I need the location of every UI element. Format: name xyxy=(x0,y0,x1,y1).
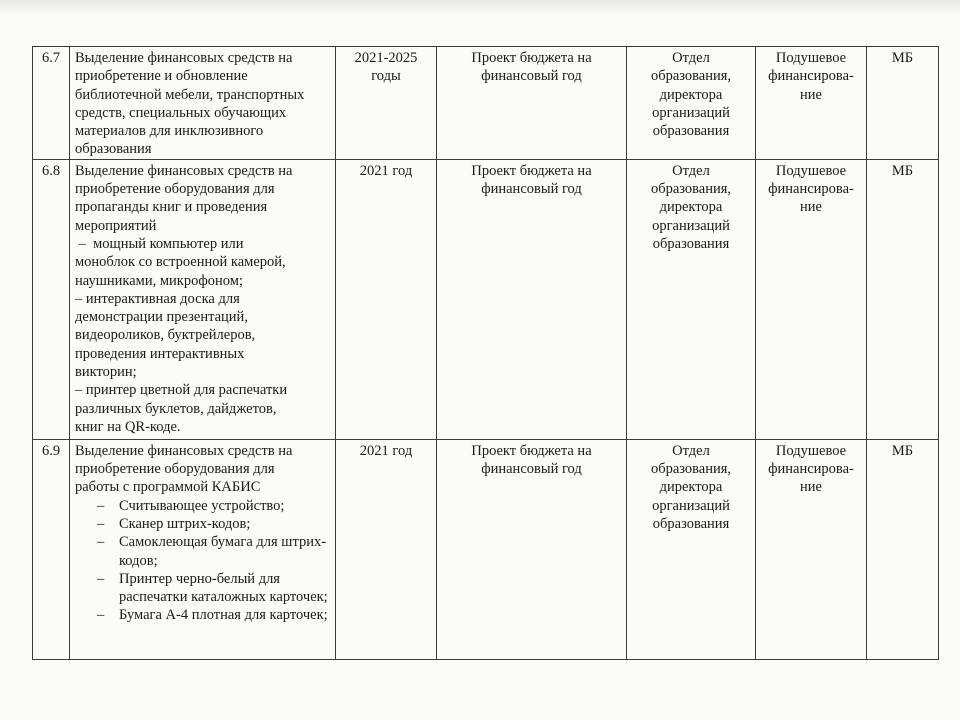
financing-type-cell: Подушевое финансирова-ние xyxy=(756,159,867,439)
description-line: мероприятий xyxy=(75,217,157,234)
description-line: Выделение финансовых средств на xyxy=(75,442,293,459)
list-item: – Принтер черно-белый для распечатки каталожных карточек; xyxy=(75,570,330,607)
description-line: книг на QR-коде. xyxy=(75,418,181,435)
list-item: – Самоклеющая бумага для штрих-кодов; xyxy=(75,533,330,570)
table-row xyxy=(33,47,939,160)
period-cell: 2021-2025 годы xyxy=(336,47,437,160)
description-line: различных буклетов, дайджетов, xyxy=(75,400,277,417)
table-row xyxy=(33,439,939,659)
description-line: демонстрации презентаций, xyxy=(75,309,248,326)
description-line: – принтер цветной для распечатки xyxy=(75,382,288,399)
description-line: проведения интерактивных xyxy=(75,345,245,362)
funding-source-cell: Проект бюджета на финансовый год xyxy=(437,439,627,659)
action-plan-table xyxy=(32,46,939,660)
description-line: Выделение финансовых средств на xyxy=(75,162,293,179)
budget-cell: МБ xyxy=(867,159,939,439)
description-line: видеороликов, буктрейлеров, xyxy=(75,327,256,344)
period-cell: 2021 год xyxy=(336,439,437,659)
scan-edge-shadow xyxy=(0,0,960,16)
description-line: наушниками, микрофоном; xyxy=(75,272,243,289)
budget-cell: МБ xyxy=(867,47,939,160)
description-line: моноблок со встроенной камерой, xyxy=(75,254,286,271)
description-line: – мощный компьютер или xyxy=(75,235,244,252)
list-item: – Бумага А-4 плотная для карточек; xyxy=(75,606,330,624)
description-line: работы с программой КАБИС xyxy=(75,479,261,496)
table-row xyxy=(33,159,939,439)
description-line: викторин; xyxy=(75,364,137,381)
row-number: 6.8 xyxy=(33,159,70,439)
responsible-cell: Отдел образования, директора организаций образования xyxy=(627,47,756,160)
description-line: приобретение оборудования для xyxy=(75,181,275,198)
measure-description xyxy=(70,439,336,659)
description-line: пропаганды книг и проведения xyxy=(75,199,268,216)
funding-source-cell: Проект бюджета на финансовый год xyxy=(437,47,627,160)
description-line: приобретение оборудования для xyxy=(75,461,275,478)
period-cell: 2021 год xyxy=(336,159,437,439)
financing-type-cell: Подушевое финансирова-ние xyxy=(756,47,867,160)
measure-description xyxy=(70,159,336,439)
funding-source-cell: Проект бюджета на финансовый год xyxy=(437,159,627,439)
financing-type-cell: Подушевое финансирова-ние xyxy=(756,439,867,659)
responsible-cell: Отдел образования, директора организаций образования xyxy=(627,159,756,439)
list-item: – Считывающее устройство; xyxy=(75,497,330,515)
measure-description: Выделение финансовых средств на приобретение и обновление библиотечной мебели, транспортных средств, специальных обучающих материалов для инклюзивного образования xyxy=(70,47,336,160)
list-item: – Сканер штрих-кодов; xyxy=(75,515,330,533)
responsible-cell: Отдел образования, директора организаций образования xyxy=(627,439,756,659)
row-number: 6.9 xyxy=(33,439,70,659)
row-number: 6.7 xyxy=(33,47,70,160)
description-line: – интерактивная доска для xyxy=(75,290,240,307)
equipment-list xyxy=(75,497,330,625)
budget-cell: МБ xyxy=(867,439,939,659)
